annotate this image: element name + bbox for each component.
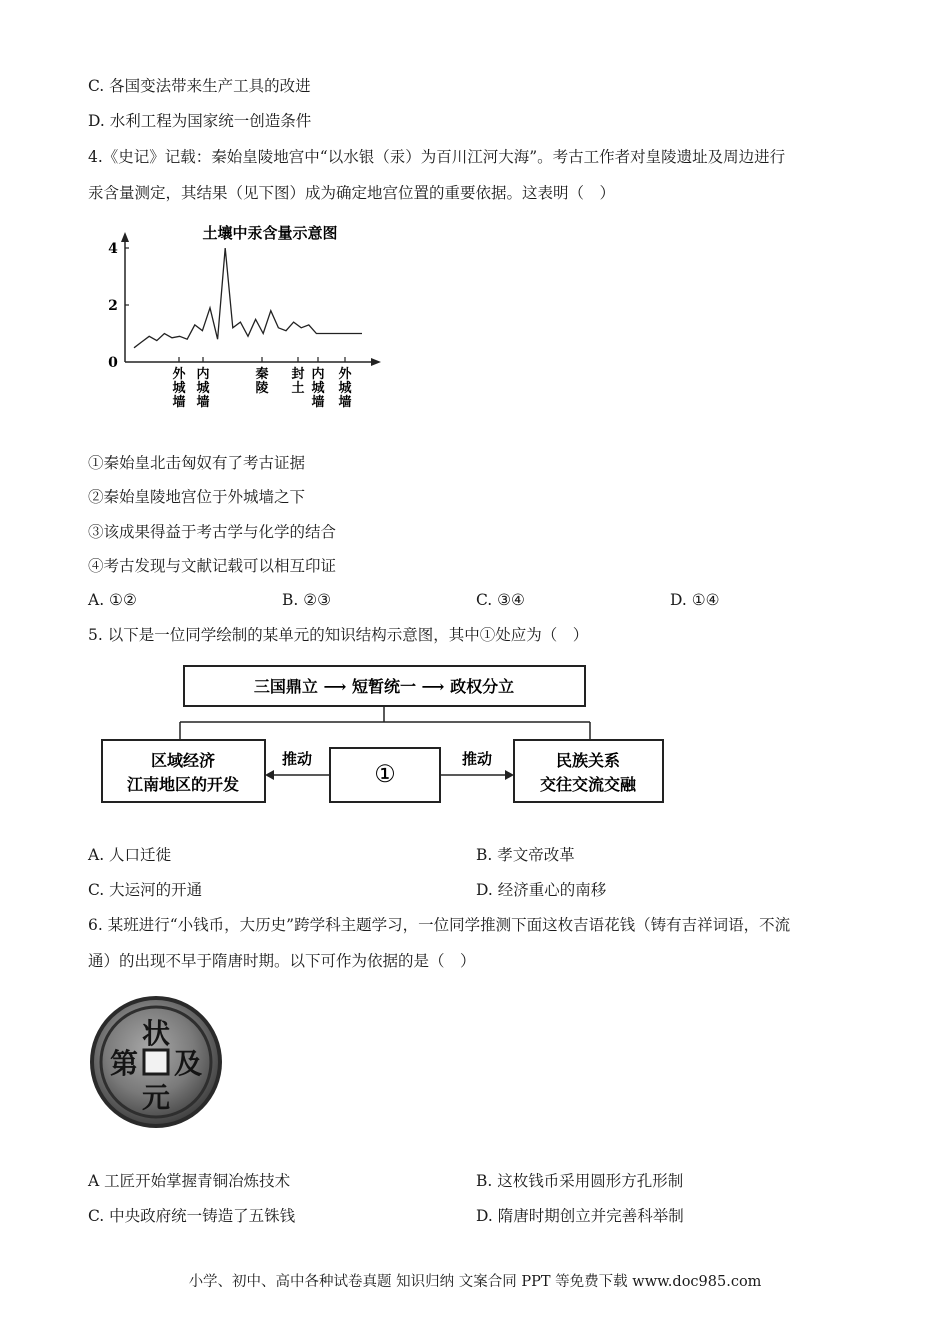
coin-char-left: 第 — [109, 1047, 139, 1080]
q4-statement-1: ①秦始皇北击匈奴有了考古证据 — [88, 454, 306, 472]
q4-option-b: B. ②③ — [282, 591, 332, 609]
chart-x-axis-arrow — [371, 358, 381, 366]
chart-x-markers — [172, 357, 352, 410]
chart-x-marker-label: 外城墙 — [338, 367, 352, 410]
q5-option-a: A. 人口迁徙 — [88, 846, 172, 864]
q6-stem-line-1: 6. 某班进行“小钱币，大历史”跨学科主题学习，一位同学推测下面这枚吉语花钱（铸有吉祥词语，不流 — [88, 916, 791, 934]
coin-square-hole — [144, 1050, 168, 1074]
chart-title: 土壤中汞含量示意图 — [202, 224, 338, 242]
q5-option-b: B. 孝文帝改革 — [476, 846, 575, 864]
q3-option-d: D. 水利工程为国家统一创造条件 — [88, 112, 312, 130]
right-arrow-head — [505, 770, 514, 780]
footer: 小学、初中、高中各种试卷真题 知识归纳 文案合同 PPT 等免费下载 www.doc985.com — [188, 1274, 762, 1290]
left-arrow-head — [265, 770, 274, 780]
right-box-line-2: 交往交流交融 — [539, 775, 637, 794]
coin-image — [88, 990, 228, 1135]
q6-option-d: D. 隋唐时期创立并完善科举制 — [476, 1207, 684, 1225]
mercury-chart — [100, 218, 400, 418]
coin-char-top: 状 — [141, 1017, 171, 1050]
q6-option-c: C. 中央政府统一铸造了五铢钱 — [88, 1207, 296, 1225]
q4-stem-line-2: 汞含量测定，其结果（见下图）成为确定地宫位置的重要依据。这表明（ ） — [88, 184, 616, 202]
left-box-line-1: 区域经济 — [150, 751, 216, 770]
chart-y-tick-label: 0 — [108, 355, 118, 371]
left-box-line-2: 江南地区的开发 — [126, 775, 240, 794]
top-box-text: 三国鼎立 ⟶ 短暂统一 ⟶ 政权分立 — [253, 677, 515, 696]
right-box-line-1: 民族关系 — [555, 751, 621, 770]
chart-x-marker-label: 外城墙 — [172, 367, 186, 410]
q3-option-c: C. 各国变法带来生产工具的改进 — [88, 77, 311, 95]
q6-option-a: A 工匠开始掌握青铜冶炼技术 — [88, 1172, 291, 1190]
right-arrow-label: 推动 — [461, 750, 493, 768]
chart-x-marker-label: 内城墙 — [196, 367, 210, 410]
q4-option-c: C. ③④ — [476, 591, 525, 609]
coin-char-bottom: 元 — [141, 1081, 171, 1114]
q4-option-a: A. ①② — [88, 591, 137, 609]
chart-x-marker-label: 内城墙 — [311, 367, 325, 410]
chart-axes — [121, 232, 381, 366]
chart-y-tick-label: 4 — [108, 241, 118, 257]
q6-stem-line-2: 通）的出现不早于隋唐时期。以下可作为依据的是（ ） — [88, 952, 476, 970]
center-box-text: ① — [374, 760, 396, 788]
q4-option-d: D. ①④ — [670, 591, 720, 609]
q5-stem: 5. 以下是一位同学绘制的某单元的知识结构示意图，其中①处应为（ ） — [88, 626, 589, 644]
q5-option-d: D. 经济重心的南移 — [476, 881, 607, 899]
q4-statement-2: ②秦始皇陵地宫位于外城墙之下 — [88, 488, 306, 506]
chart-y-tick-label: 2 — [108, 298, 118, 314]
chart-x-marker-label: 秦陵 — [255, 367, 269, 396]
knowledge-structure-diagram — [98, 658, 668, 808]
q4-statement-4: ④考古发现与文献记载可以相互印证 — [88, 557, 337, 575]
q5-option-c: C. 大运河的开通 — [88, 881, 203, 899]
chart-x-marker-label: 封土 — [291, 367, 305, 396]
left-arrow-label: 推动 — [281, 750, 313, 768]
coin-char-right: 及 — [173, 1047, 203, 1080]
q4-stem-line-1: 4.《史记》记载：秦始皇陵地宫中“以水银（汞）为百川江河大海”。考古工作者对皇陵遗址及周边进行 — [88, 148, 786, 166]
chart-y-ticks — [108, 241, 129, 371]
chart-series-line — [134, 248, 362, 348]
q4-statement-3: ③该成果得益于考古学与化学的结合 — [88, 523, 337, 541]
q6-option-b: B. 这枚钱币采用圆形方孔形制 — [476, 1172, 684, 1190]
chart-y-axis-arrow — [121, 232, 129, 242]
